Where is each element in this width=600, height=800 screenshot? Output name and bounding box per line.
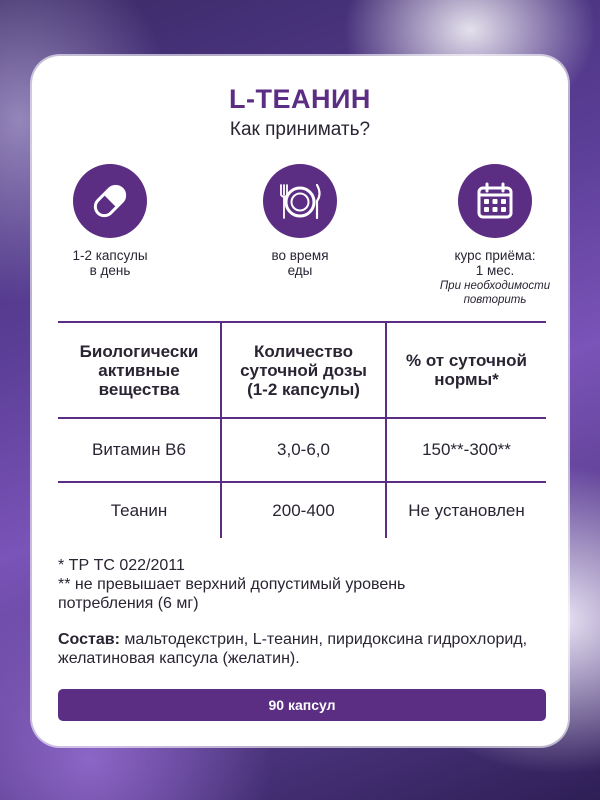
capsule-count-badge: 90 капсул	[58, 689, 546, 721]
feature-timing-line2: еды	[287, 263, 313, 278]
feature-course-line1: курс приёма:	[454, 248, 536, 263]
info-card	[32, 56, 568, 746]
header-line: вещества	[98, 379, 180, 399]
table-cell: Витамин В6	[58, 418, 221, 482]
header-line: Биологически	[79, 341, 199, 361]
footnote-3: потребления (6 мг)	[58, 595, 199, 612]
table-header-dose	[221, 322, 386, 418]
feature-course-note	[410, 279, 580, 307]
header-line: суточной дозы	[240, 360, 367, 380]
feature-course-note-line1: При необходимости	[439, 280, 551, 292]
table-header-percent	[386, 322, 546, 418]
table-cell: 200-400	[221, 482, 386, 538]
composition	[58, 630, 558, 668]
header-line: нормы*	[434, 370, 499, 389]
feature-dosage	[35, 164, 185, 278]
feature-dosage-line1: 1-2 капсулы	[72, 248, 148, 263]
feature-course-line2: 1 мес.	[475, 263, 515, 278]
nutrition-table	[58, 321, 546, 538]
table-header-substances	[58, 322, 221, 418]
feature-timing	[225, 164, 375, 278]
footnotes	[58, 556, 550, 613]
capsule-icon	[73, 164, 147, 238]
product-title: L-ТЕАНИН	[229, 84, 371, 114]
composition-label: Состав:	[58, 631, 120, 648]
header-line: активные	[98, 360, 180, 380]
table-row	[58, 482, 546, 538]
table-header-row	[58, 322, 546, 418]
plate-icon	[263, 164, 337, 238]
feature-timing-line1: во время	[271, 248, 329, 263]
header-line: % от суточной	[405, 351, 527, 370]
header-line: Количество	[253, 341, 354, 361]
table-row	[58, 418, 546, 482]
footnote-1: * ТР ТС 022/2011	[58, 557, 185, 574]
table-cell: 150**-300**	[386, 418, 546, 482]
table-cell: 3,0-6,0	[221, 418, 386, 482]
feature-course-note-line2: повторить	[463, 294, 527, 306]
footnote-2: ** не превышает верхний допустимый уровень	[58, 576, 406, 593]
feature-dosage-line2: в день	[89, 263, 131, 278]
table-cell: Не установлен	[408, 500, 525, 520]
header-line: (1-2 капсулы)	[247, 379, 360, 399]
feature-course	[410, 164, 580, 307]
table-cell: Теанин	[58, 482, 221, 538]
composition-text: мальтодекстрин, L-теанин, пиридоксина гидрохлорид, желатиновая капсула (желатин).	[58, 631, 528, 667]
usage-subtitle: Как принимать?	[229, 119, 371, 140]
calendar-icon	[458, 164, 532, 238]
